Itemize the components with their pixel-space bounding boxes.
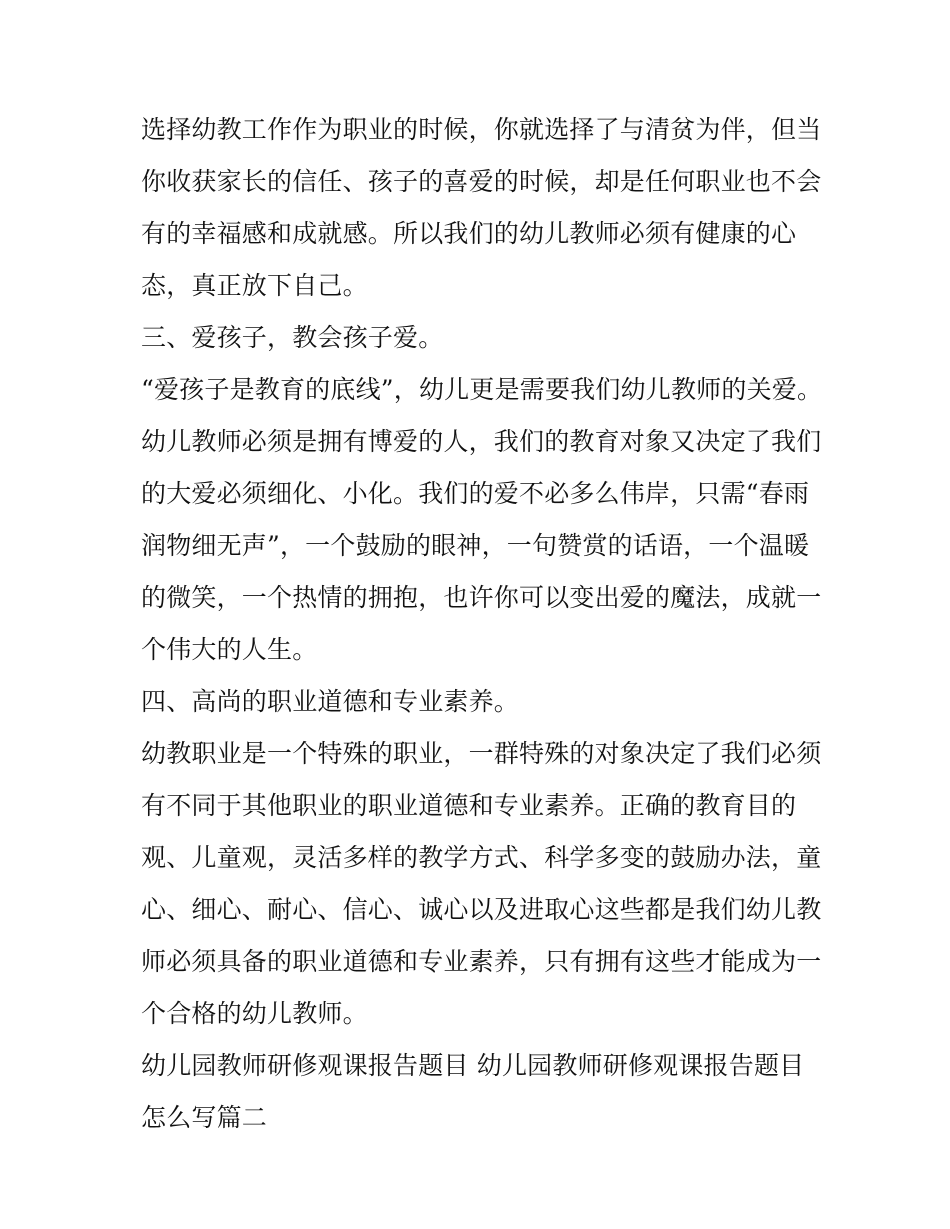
paragraph-line: 的大爱必须细化、小化。我们的爱不必多么伟岸，只需“春雨 bbox=[141, 479, 810, 508]
paragraph-line: 的微笑，一个热情的拥抱，也许你可以变出爱的魔法，成就一 bbox=[141, 583, 822, 612]
paragraph-line: 润物细无声”，一个鼓励的眼神，一句赞赏的话语，一个温暖 bbox=[141, 531, 810, 560]
paragraph-line: 个伟大的人生。 bbox=[141, 635, 318, 664]
article-title-line: 怎么写篇二 bbox=[141, 1103, 268, 1132]
paragraph-line: 个合格的幼儿教师。 bbox=[141, 999, 368, 1028]
paragraph-line: 你收获家长的信任、孩子的喜爱的时候，却是任何职业也不会 bbox=[141, 167, 822, 196]
paragraph-line: 态，真正放下自己。 bbox=[141, 271, 368, 300]
paragraph-line: 观、儿童观，灵活多样的教学方式、科学多变的鼓励办法，童 bbox=[141, 843, 822, 872]
paragraph-line: 有不同于其他职业的职业道德和专业素养。正确的教育目的 bbox=[141, 791, 797, 820]
paragraph-line: 选择幼教工作作为职业的时候，你就选择了与清贫为伴，但当 bbox=[141, 115, 822, 144]
section-heading-3: 三、爱孩子，教会孩子爱。 bbox=[141, 323, 444, 352]
document-body bbox=[141, 104, 821, 1144]
paragraph-line: 心、细心、耐心、信心、诚心以及进取心这些都是我们幼儿教 bbox=[141, 895, 822, 924]
paragraph-line: 有的幸福感和成就感。所以我们的幼儿教师必须有健康的心 bbox=[141, 219, 797, 248]
paragraph-line: 幼儿教师必须是拥有博爱的人，我们的教育对象又决定了我们 bbox=[141, 427, 822, 456]
paragraph-line: “爱孩子是教育的底线”，幼儿更是需要我们幼儿教师的关爱。 bbox=[141, 375, 823, 404]
paragraph-line: 幼教职业是一个特殊的职业，一群特殊的对象决定了我们必须 bbox=[141, 739, 822, 768]
section-heading-4: 四、高尚的职业道德和专业素养。 bbox=[141, 687, 520, 716]
paragraph-line: 师必须具备的职业道德和专业素养，只有拥有这些才能成为一 bbox=[141, 947, 822, 976]
article-title-line: 幼儿园教师研修观课报告题目 幼儿园教师研修观课报告题目 bbox=[141, 1051, 805, 1080]
